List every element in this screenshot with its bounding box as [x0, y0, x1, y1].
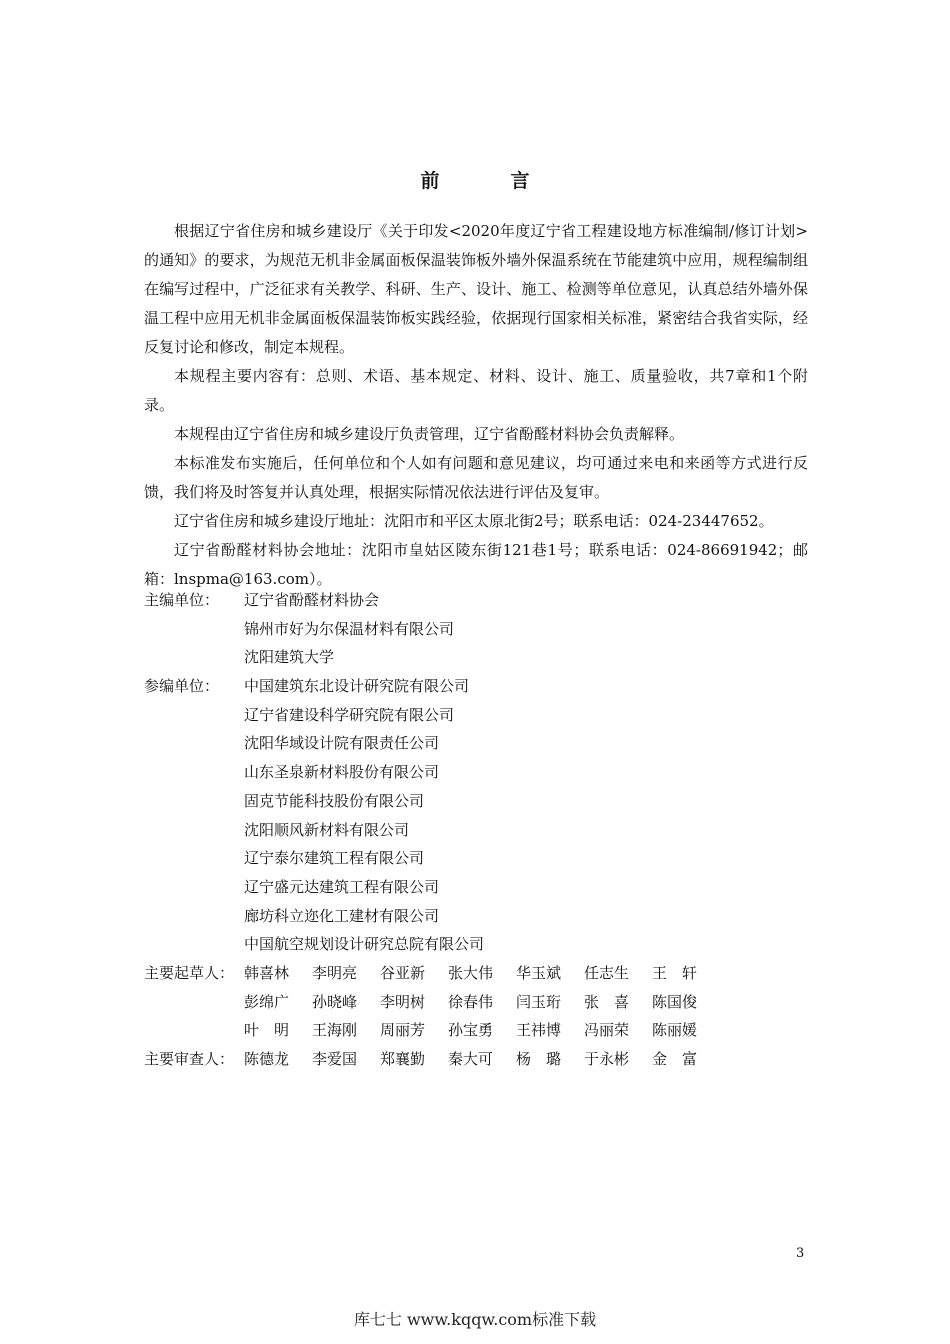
- chief-unit: 沈阳建筑大学: [244, 648, 335, 667]
- drafter-name: 孙晓峰: [312, 992, 358, 1011]
- drafter-name: 谷亚新: [380, 963, 426, 982]
- participating-unit: 中国航空规划设计研究总院有限公司: [244, 935, 485, 954]
- drafter-name: 王祎博: [516, 1021, 562, 1040]
- paragraph: 本标准发布实施后，任何单位和个人如有问题和意见建议，均可通过来电和来函等方式进行反馈，我们将及时答复并认真处理，根据实际情况依法进行评估及复审。: [144, 454, 808, 501]
- drafters-row: [144, 988, 808, 1017]
- drafter-name: 孙宝勇: [448, 1021, 494, 1040]
- participating-unit-row: [144, 758, 808, 787]
- reviewer-name: 于永彬: [584, 1050, 630, 1068]
- participating-unit-row: [144, 844, 808, 873]
- participating-unit: 廊坊科立迩化工建材有限公司: [244, 906, 440, 925]
- chief-unit: 辽宁省酚醛材料协会: [244, 591, 380, 609]
- drafter-name: 周丽芳: [380, 1021, 426, 1040]
- preface-body: [144, 217, 808, 594]
- drafter-name: 华玉斌: [516, 963, 562, 982]
- drafters-row: [144, 959, 808, 988]
- reviewers-row: [144, 1045, 808, 1074]
- participating-unit: 沈阳华域设计院有限责任公司: [244, 734, 440, 753]
- participating-unit-row: [144, 729, 808, 758]
- drafter-name: 陈丽媛: [652, 1021, 698, 1040]
- paragraph: 本规程主要内容有：总则、术语、基本规定、材料、设计、施工、质量验收，共7章和1个附录。: [144, 367, 808, 414]
- drafter-name: 冯丽荣: [584, 1021, 630, 1040]
- drafter-name: 闫玉珩: [516, 992, 562, 1011]
- drafter-name: 张 喜: [584, 992, 630, 1011]
- drafter-name: 张大伟: [448, 963, 494, 982]
- chief-unit-row: [144, 643, 808, 672]
- paragraph: 辽宁省酚醛材料协会地址：沈阳市皇姑区陵东街121巷1号；联系电话：024-86691942；邮箱：lnspma@163.com）。: [144, 541, 808, 588]
- participating-unit: 固克节能科技股份有限公司: [244, 791, 425, 810]
- drafters-label: 主要起草人：: [144, 963, 235, 982]
- participating-unit: 沈阳顺风新材料有限公司: [244, 820, 410, 839]
- drafter-name: 任志生: [584, 963, 630, 982]
- participating-unit-row: [144, 701, 808, 730]
- drafter-name: 陈国俊: [652, 992, 698, 1011]
- participating-unit-row: [144, 787, 808, 816]
- participating-unit-row: [144, 930, 808, 959]
- participating-unit: 辽宁泰尔建筑工程有限公司: [244, 849, 425, 868]
- participating-unit-row: [144, 672, 808, 701]
- drafter-name: 彭绵广: [244, 992, 290, 1011]
- chief-unit-row: [144, 615, 808, 644]
- drafter-name: 李明亮: [312, 963, 358, 982]
- participating-unit: 辽宁省建设科学研究院有限公司: [244, 705, 455, 724]
- participating-units-label: 参编单位：: [144, 677, 220, 696]
- participating-unit: 辽宁盛元达建筑工程有限公司: [244, 877, 440, 896]
- paragraph: 根据辽宁省住房和城乡建设厅《关于印发<2020年度辽宁省工程建设地方标准编制/修订计划>的通知》的要求，为规范无机非金属面板保温装饰板外墙外保温系统在节能建筑中应用，规程编制组在编写过程中，广泛征求有关教学、科研、生产、设计、施工、检测等单位意见，认真总结外墙外保温工程中应用无机非金属面板保温装饰板实践经验，依据现行国家相关标准，紧密结合我省实际，经反复讨论和修改，制定本规程。: [144, 222, 808, 356]
- drafter-name: 叶 明: [244, 1021, 290, 1040]
- reviewer-name: 李爱国: [312, 1050, 358, 1068]
- reviewer-name: 秦大可: [448, 1050, 494, 1068]
- drafter-name: 王海刚: [312, 1021, 358, 1040]
- paragraph: 辽宁省住房和城乡建设厅地址：沈阳市和平区太原北街2号；联系电话：024-23447652。: [174, 512, 774, 530]
- drafter-name: 李明树: [380, 992, 426, 1011]
- chief-units-label: 主编单位：: [144, 591, 220, 609]
- participating-unit: 中国建筑东北设计研究院有限公司: [244, 677, 470, 696]
- drafter-name: 韩喜林: [244, 963, 290, 982]
- drafter-name: 王 轩: [652, 963, 698, 982]
- reviewer-name: 陈德龙: [244, 1050, 290, 1068]
- credits-list: [144, 586, 808, 1074]
- participating-unit-row: [144, 902, 808, 931]
- reviewer-name: 杨 璐: [516, 1050, 562, 1068]
- chief-unit: 锦州市好为尔保温材料有限公司: [244, 619, 455, 638]
- chief-unit-row: [144, 586, 808, 615]
- participating-unit-row: [144, 816, 808, 845]
- drafters-row: [144, 1016, 808, 1045]
- participating-unit: 山东圣泉新材料股份有限公司: [244, 763, 440, 782]
- participating-unit-row: [144, 873, 808, 902]
- page-number: 3: [796, 1246, 805, 1261]
- paragraph: 本规程由辽宁省住房和城乡建设厅负责管理，辽宁省酚醛材料协会负责解释。: [174, 425, 685, 443]
- footer-watermark: 库七七 www.kqqw.com标准下载: [353, 1310, 597, 1329]
- reviewer-name: 金 富: [652, 1050, 698, 1068]
- drafter-name: 徐春伟: [448, 992, 494, 1011]
- reviewers-label: 主要审查人：: [144, 1050, 235, 1068]
- reviewer-name: 郑襄勤: [380, 1050, 426, 1068]
- page-title: 前 言: [420, 170, 556, 192]
